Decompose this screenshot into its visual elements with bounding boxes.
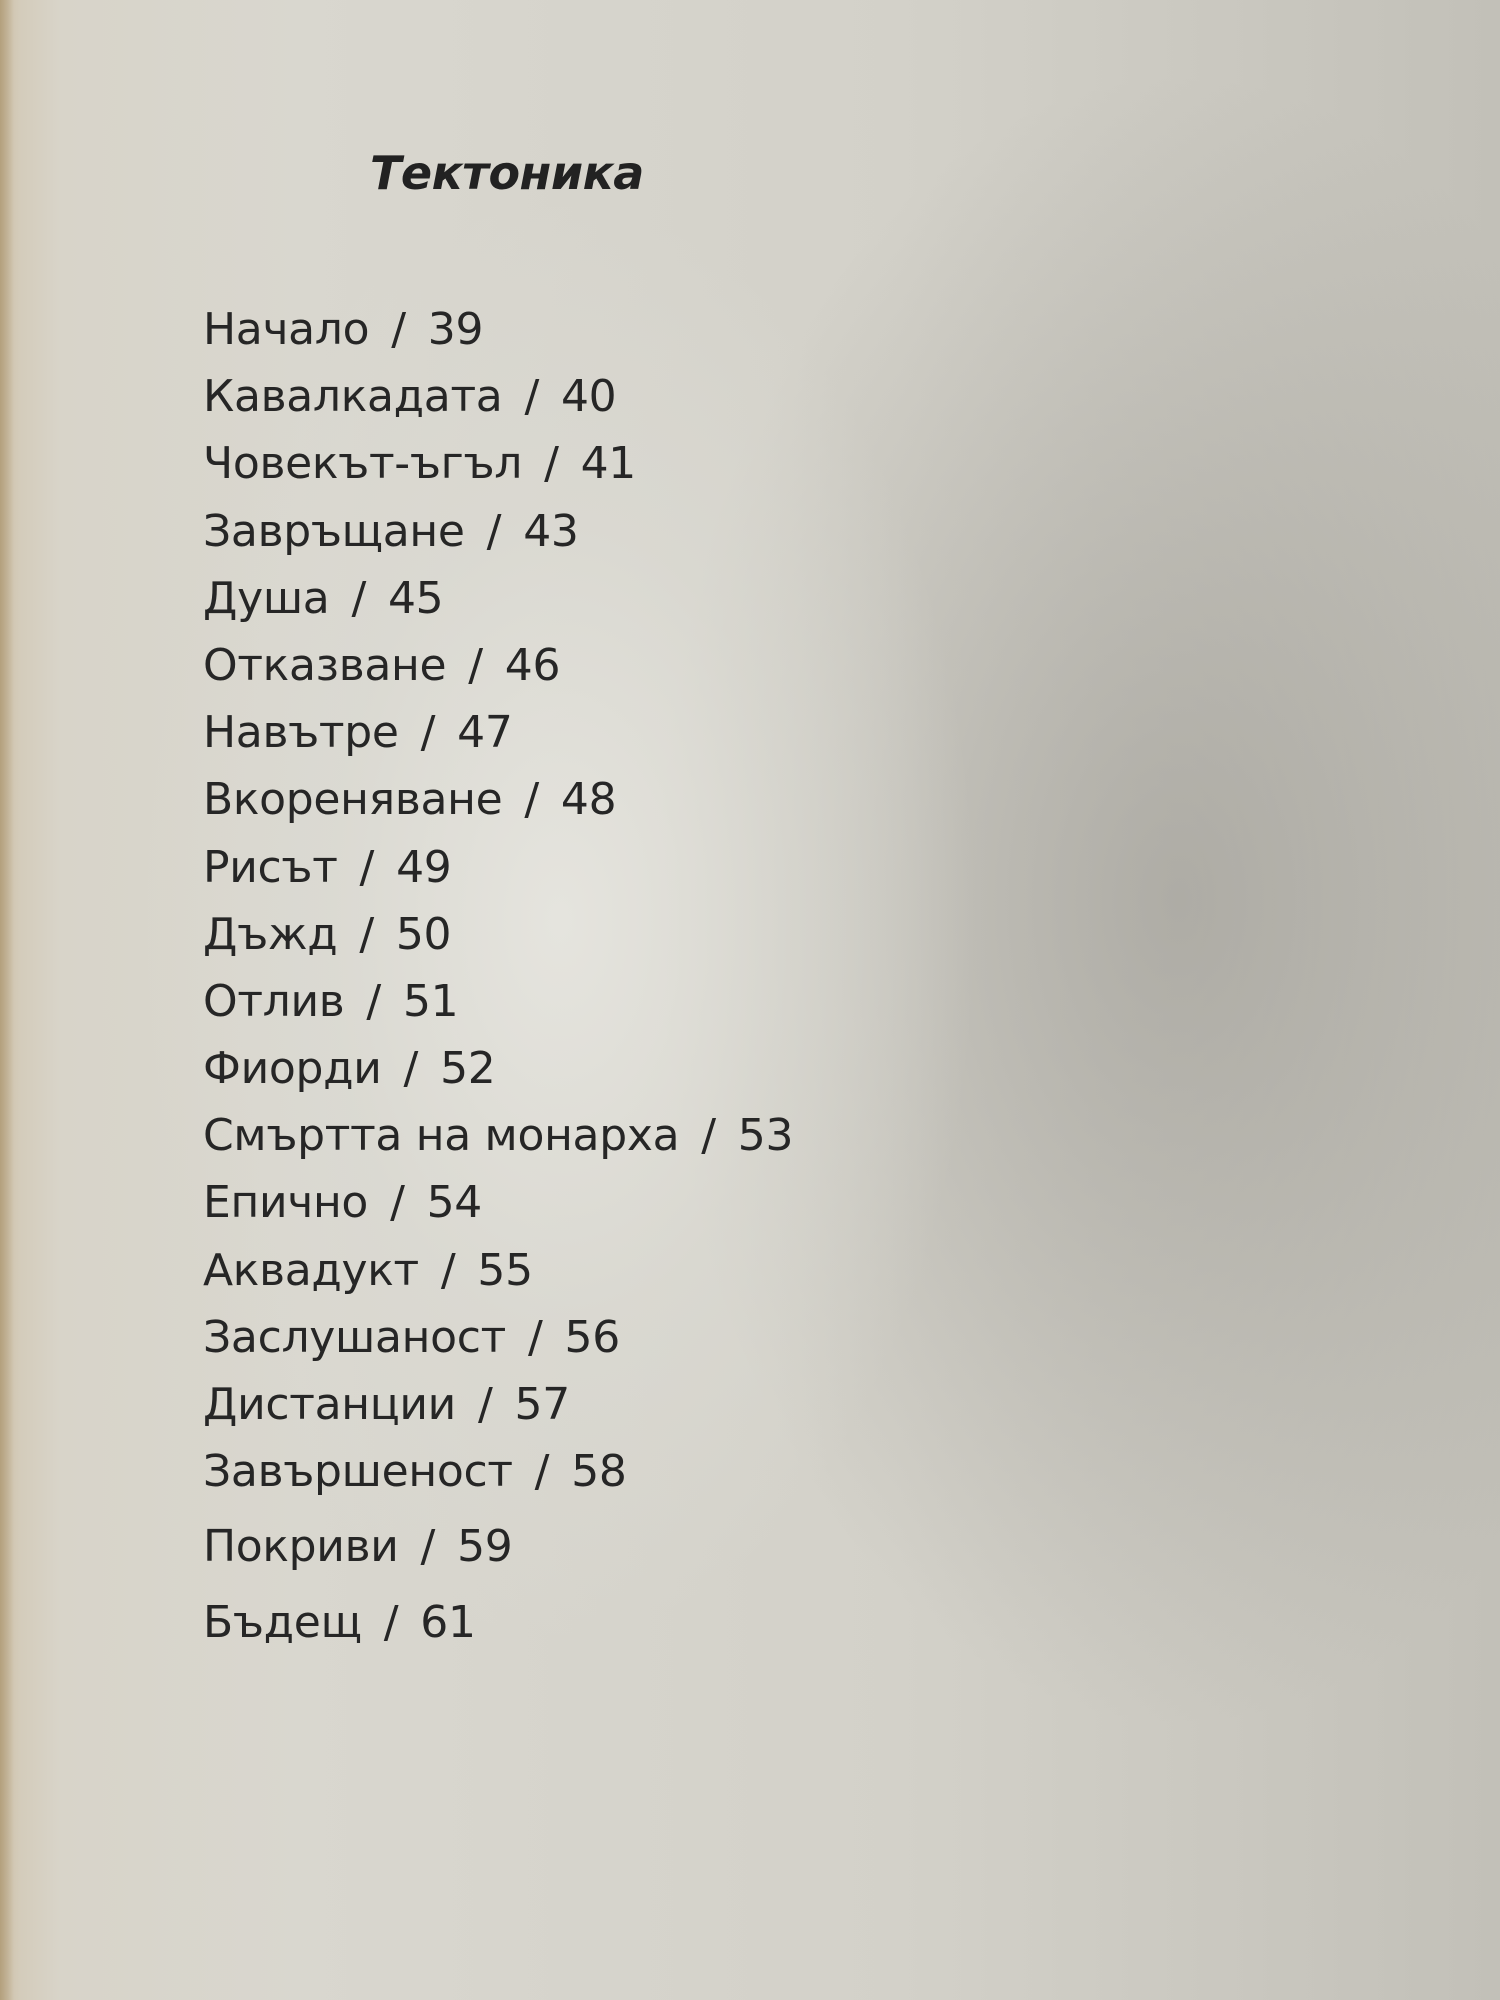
entry-separator: / <box>524 371 539 423</box>
entry-title: Смъртта на монарха <box>203 1110 680 1162</box>
entry-page-number: 49 <box>396 841 452 893</box>
entry-page-number: 57 <box>514 1379 570 1430</box>
entry-title: Бъдещ <box>203 1596 362 1648</box>
toc-entry <box>203 1169 793 1236</box>
toc-entry <box>203 968 793 1035</box>
entry-title: Заслушаност <box>203 1311 506 1363</box>
entry-title: Отлив <box>203 975 345 1027</box>
entry-page-number: 59 <box>457 1521 513 1573</box>
toc-entry <box>203 1102 793 1169</box>
entry-title: Рисът <box>203 841 338 893</box>
toc-entry <box>203 1371 793 1438</box>
toc-entry <box>203 296 793 363</box>
entry-separator: / <box>420 1521 436 1573</box>
table-of-contents <box>203 296 793 1656</box>
entry-page-number: 41 <box>580 438 636 490</box>
section-heading: Тектоника <box>370 146 644 200</box>
entry-page-number: 40 <box>560 371 617 423</box>
toc-entry <box>203 363 793 430</box>
entry-page-number: 43 <box>523 505 579 557</box>
entry-page-number: 54 <box>426 1177 482 1229</box>
entry-title: Човекът-ъгъл <box>203 438 523 490</box>
entry-title: Начало <box>203 304 370 355</box>
toc-entry <box>203 565 793 632</box>
entry-title: Завръщане <box>203 505 465 557</box>
toc-entry <box>203 901 793 968</box>
entry-title: Епично <box>203 1177 369 1229</box>
entry-separator: / <box>383 1596 399 1648</box>
toc-entry <box>203 498 793 565</box>
entry-page-number: 56 <box>564 1311 620 1363</box>
entry-separator: / <box>701 1110 716 1162</box>
entry-separator: / <box>440 1244 456 1296</box>
entry-page-number: 51 <box>402 975 459 1027</box>
toc-entry <box>203 766 793 833</box>
toc-entry <box>203 1237 793 1304</box>
entry-title: Вкореняване <box>203 774 503 826</box>
entry-separator: / <box>351 572 366 624</box>
entry-page-number: 50 <box>395 908 452 960</box>
entry-separator: / <box>420 707 436 759</box>
entry-page-number: 47 <box>457 707 513 759</box>
entry-separator: / <box>366 975 381 1027</box>
entry-separator: / <box>390 1177 405 1229</box>
toc-entry <box>203 834 793 901</box>
entry-separator: / <box>403 1043 419 1095</box>
entry-separator: / <box>544 438 559 490</box>
toc-entry <box>203 699 793 766</box>
entry-separator: / <box>477 1379 493 1430</box>
entry-page-number: 52 <box>440 1043 496 1095</box>
entry-page-number: 46 <box>504 639 561 691</box>
entry-separator: / <box>391 304 406 355</box>
toc-entry <box>203 1438 793 1505</box>
entry-page-number: 55 <box>477 1244 533 1296</box>
entry-title: Отказване <box>203 639 447 691</box>
entry-page-number: 53 <box>737 1110 794 1162</box>
entry-page-number: 58 <box>571 1446 627 1498</box>
entry-page-number: 48 <box>560 774 617 826</box>
entry-separator: / <box>468 639 483 691</box>
entry-separator: / <box>534 1446 550 1498</box>
entry-separator: / <box>359 841 375 893</box>
toc-entry <box>203 1589 793 1656</box>
toc-entry <box>203 1513 793 1580</box>
entry-page-number: 45 <box>387 572 444 624</box>
entry-title: Аквадукт <box>203 1244 419 1296</box>
toc-entry <box>203 1035 793 1102</box>
entry-title: Душа <box>203 572 330 624</box>
entry-separator: / <box>486 505 502 557</box>
entry-page-number: 61 <box>420 1596 476 1648</box>
entry-title: Навътре <box>203 707 399 759</box>
entry-separator: / <box>527 1311 543 1363</box>
toc-entry <box>203 1304 793 1371</box>
entry-separator: / <box>524 774 539 826</box>
entry-page-number: 39 <box>427 304 484 355</box>
entry-title: Фиорди <box>203 1043 382 1095</box>
entry-title: Дъжд <box>203 908 338 960</box>
entry-title: Покриви <box>203 1521 399 1573</box>
toc-entry <box>203 632 793 699</box>
entry-separator: / <box>359 908 374 960</box>
entry-title: Дистанции <box>203 1379 456 1430</box>
entry-title: Завършеност <box>203 1446 513 1498</box>
toc-entry <box>203 430 793 497</box>
entry-title: Кавалкадата <box>203 371 503 423</box>
